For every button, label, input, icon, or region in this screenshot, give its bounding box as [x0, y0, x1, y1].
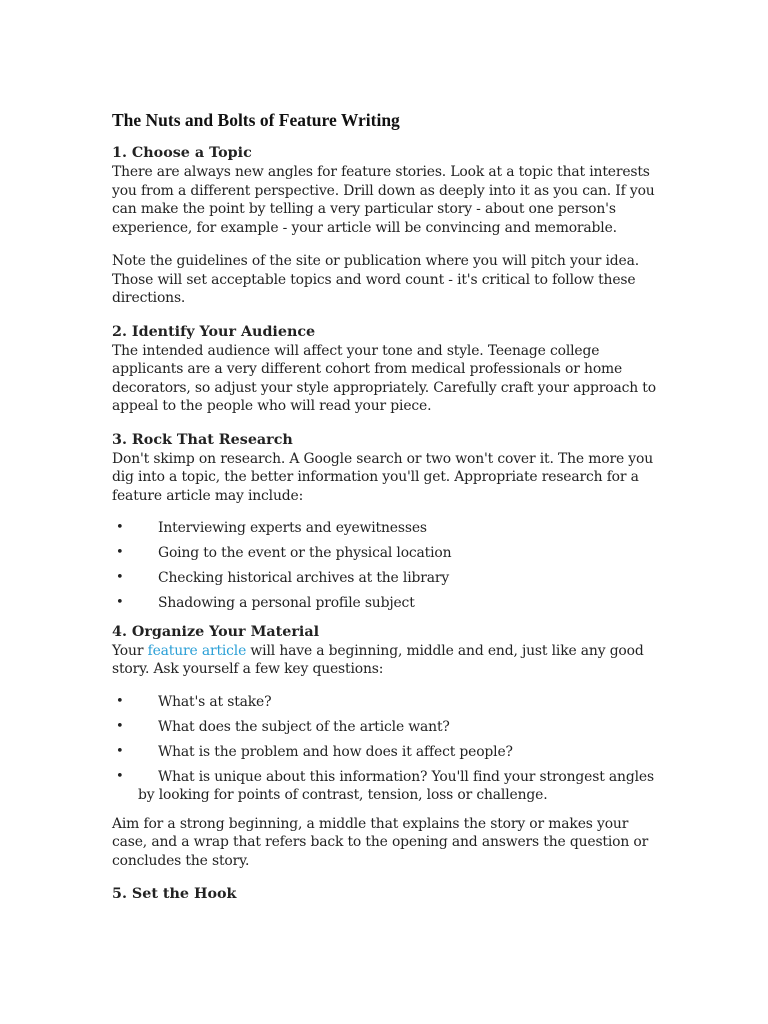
section-identify-audience — [112, 323, 658, 416]
section-heading: 2. Identify Your Audience — [112, 323, 316, 340]
bullet-icon: • — [116, 595, 124, 610]
document-title: The Nuts and Bolts of Feature Writing — [112, 110, 400, 130]
section-research — [112, 431, 658, 613]
intro-text: Your — [112, 642, 148, 659]
bullet-icon: • — [116, 743, 124, 759]
list-item-text: What is the problem and how does it affect people? — [158, 743, 513, 760]
section-choose-topic — [112, 144, 658, 308]
research-list — [112, 519, 658, 613]
bullet-icon: • — [116, 545, 124, 560]
intro-text: will have a beginning, middle and end, just like any good story. Ask yourself a few key questions: — [112, 642, 644, 677]
list-item-text: Checking historical archives at the library — [158, 570, 450, 586]
bullet-icon: • — [116, 718, 124, 734]
list-item — [112, 544, 658, 563]
section-heading: 1. Choose a Topic — [112, 145, 252, 161]
list-item — [112, 768, 658, 805]
paragraph: The intended audience will affect your tone and style. Teenage college applicants are a very different cohort from medical professionals or home decorators, so adjust your style appropriately. Carefully craft your approach to appeal to the people who will read your piece. — [112, 342, 656, 414]
bullet-icon: • — [116, 520, 124, 535]
list-item-text: Going to the event or the physical location — [158, 545, 452, 561]
list-item — [112, 693, 658, 712]
list-item — [112, 519, 658, 538]
list-item — [112, 569, 658, 588]
questions-list — [112, 693, 658, 805]
feature-article-link[interactable]: feature article — [147, 642, 247, 659]
section-heading: 3. Rock That Research — [112, 431, 293, 448]
paragraph — [112, 642, 658, 679]
list-item-text: What is unique about this information? You'll find your strongest angles by looking for points of contrast, tension, loss or challenge. — [138, 768, 654, 803]
list-item — [112, 743, 658, 762]
list-item — [112, 594, 658, 613]
list-item-text: What's at stake? — [158, 693, 272, 710]
section-set-hook — [112, 885, 658, 904]
paragraph: There are always new angles for feature stories. Look at a topic that interests you from a different perspective. Drill down as deeply into it as you can. If you can make the point by telling a very particular story - about one person's experience, for example - your article will be convincing and memorable. — [112, 164, 655, 236]
section-organize-material — [112, 623, 658, 871]
bullet-icon: • — [116, 693, 124, 709]
paragraph: Don't skimp on research. A Google search or two won't cover it. The more you dig into a topic, the better information you'll get. Appropriate research for a feature article may include: — [112, 450, 654, 504]
bullet-icon: • — [116, 570, 124, 585]
section-heading: 4. Organize Your Material — [112, 623, 320, 640]
list-item — [112, 718, 658, 737]
list-item-text: Shadowing a personal profile subject — [158, 595, 415, 611]
list-item-text: Interviewing experts and eyewitnesses — [158, 520, 427, 536]
bullet-icon: • — [116, 768, 124, 784]
document-page — [112, 108, 658, 904]
paragraph: Note the guidelines of the site or publication where you will pitch your idea. Those will set acceptable topics and word count - it's critical to follow these directions. — [112, 253, 639, 306]
list-item-text: What does the subject of the article want? — [158, 718, 450, 735]
section-heading: 5. Set the Hook — [112, 886, 237, 902]
paragraph: Aim for a strong beginning, a middle that explains the story or makes your case, and a wrap that refers back to the opening and answers the question or concludes the story. — [112, 815, 649, 869]
